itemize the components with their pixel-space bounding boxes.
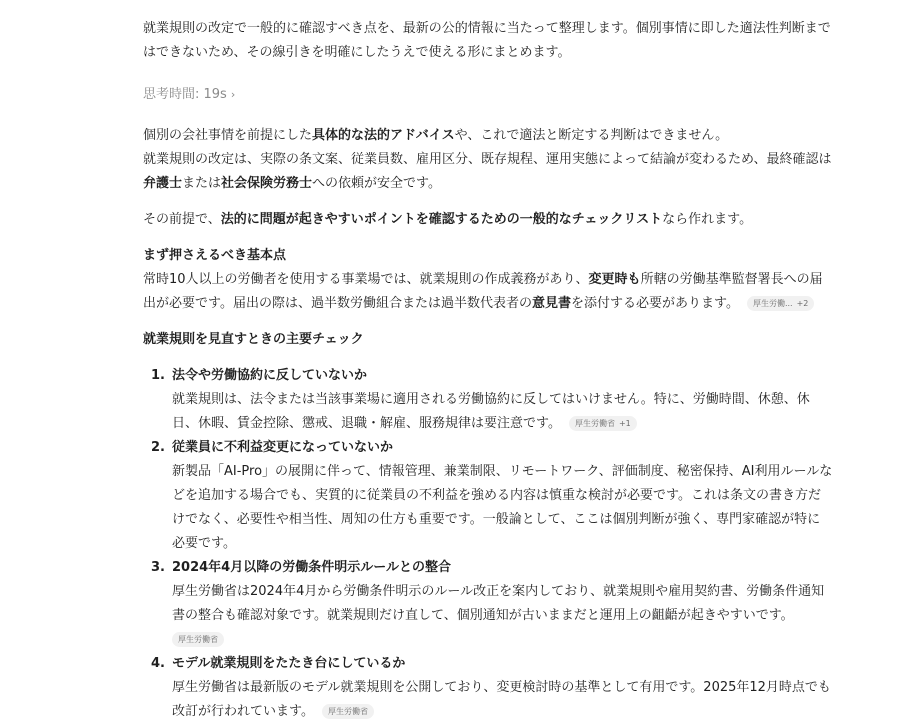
citation-chip[interactable]: 厚生労働省 bbox=[322, 704, 374, 719]
check-body: 新製品「AI-Pro」の展開に伴って、情報管理、兼業制限、リモートワーク、評価制度、秘密保持、AI利用ルールなどを追加する場合でも、実質的に従業員の不利益を強める内容は慎重な検討が必要です。これは条文の書き方だけでなく、必要性や相当性、周知の仕方も重要です。一般論として、ここは個別判断が強く、専門家確認が特に必要です。 bbox=[172, 464, 833, 551]
check-title: 従業員に不利益変更になっていないか bbox=[172, 440, 394, 455]
check-title: 2024年4月以降の労働条件明示ルールとの整合 bbox=[172, 560, 451, 575]
disclaimer-line-2: 就業規則の改定は、実際の条文案、従業員数、雇用区分、既存規程、運用実態によって結論が変わるため、最終確認は弁護士または社会保険労務士への依頼が安全です。 bbox=[143, 152, 832, 191]
basics-heading: まず押さえるべき基本点 bbox=[143, 248, 287, 263]
check-title: モデル就業規則をたたき台にしているか bbox=[172, 656, 406, 671]
list-item: 3. 2024年4月以降の労働条件明示ルールとの整合 厚生労働省は2024年4月から労働条件明示のルール改正を案内しており、就業規則や雇用契約書、労働条件通知書の整合も確認対象です。就業規則だけ直して、個別通知が古いままだと運用上の齟齬が起きやすいです。 厚生労働省 bbox=[143, 556, 833, 652]
intro-text: 就業規則の改定で一般的に確認すべき点を、最新の公的情報に当たって整理します。個別事情に即した適法性判断まではできないため、その線引きを明確にしたうえで使える形にまとめます。 bbox=[143, 21, 831, 60]
basics-text: 常時10人以上の労働者を使用する事業場では、就業規則の作成義務があり、変更時も所轄の労働基準監督署長への届出が必要です。届出の際は、過半数労働組合または過半数代表者の意見書を添付する必要があります。 厚生労働... +2 bbox=[143, 272, 823, 311]
check-body: 厚生労働省は2024年4月から労働条件明示のルール改正を案内しており、就業規則や雇用契約書、労働条件通知書の整合も確認対象です。就業規則だけ直して、個別通知が古いままだと運用上の齟齬が起きやすいです。 bbox=[172, 584, 825, 623]
premise-text: その前提で、法的に問題が起きやすいポイントを確認するための一般的なチェックリストなら作れます。 bbox=[143, 212, 753, 227]
thinking-time-toggle[interactable] bbox=[143, 83, 235, 107]
list-item: 2. 従業員に不利益変更になっていないか 新製品「AI-Pro」の展開に伴って、情報管理、兼業制限、リモートワーク、評価制度、秘密保持、AI利用ルールなどを追加する場合でも、実質的に従業員の不利益を強める内容は慎重な検討が必要です。これは条文の書き方だけでなく、必要性や相当性、周知の仕方も重要です。一般論として、ここは個別判断が強く、専門家確認が特に必要です。 bbox=[143, 436, 833, 556]
check-title: 法令や労働協約に反していないか bbox=[172, 368, 368, 383]
chevron-right-icon: › bbox=[230, 88, 236, 101]
checks-list bbox=[143, 364, 833, 724]
thinking-time-label: 思考時間: 19s bbox=[143, 87, 227, 102]
disclaimer-line-1: 個別の会社事情を前提にした具体的な法的アドバイスや、これで適法と断定する判断はできません。 bbox=[143, 128, 729, 143]
citation-chip[interactable]: 厚生労働省 +1 bbox=[569, 416, 637, 431]
citation-chip[interactable]: 厚生労働省 bbox=[172, 632, 224, 647]
citation-chip[interactable]: 厚生労働... +2 bbox=[747, 296, 814, 311]
check-body: 就業規則は、法令または当該事業場に適用される労働協約に反してはいけません。特に、労働時間、休憩、休日、休暇、賃金控除、懲戒、退職・解雇、服務規律は要注意です。 bbox=[172, 392, 810, 431]
list-item: 1. 法令や労働協約に反していないか 就業規則は、法令または当該事業場に適用される労働協約に反してはいけません。特に、労働時間、休憩、休日、休暇、賃金控除、懲戒、退職・解雇、服務規律は要注意です。 厚生労働省 +1 bbox=[143, 364, 833, 436]
list-item: 4. モデル就業規則をたたき台にしているか 厚生労働省は最新版のモデル就業規則を公開しており、変更検討時の基準として有用です。2025年12月時点でも改訂が行われています。 厚生労働省 bbox=[143, 652, 833, 724]
check-body: 厚生労働省は最新版のモデル就業規則を公開しており、変更検討時の基準として有用です。2025年12月時点でも改訂が行われています。 bbox=[172, 680, 831, 719]
assistant-message bbox=[143, 17, 833, 724]
checks-heading: 就業規則を見直すときの主要チェック bbox=[143, 332, 364, 347]
